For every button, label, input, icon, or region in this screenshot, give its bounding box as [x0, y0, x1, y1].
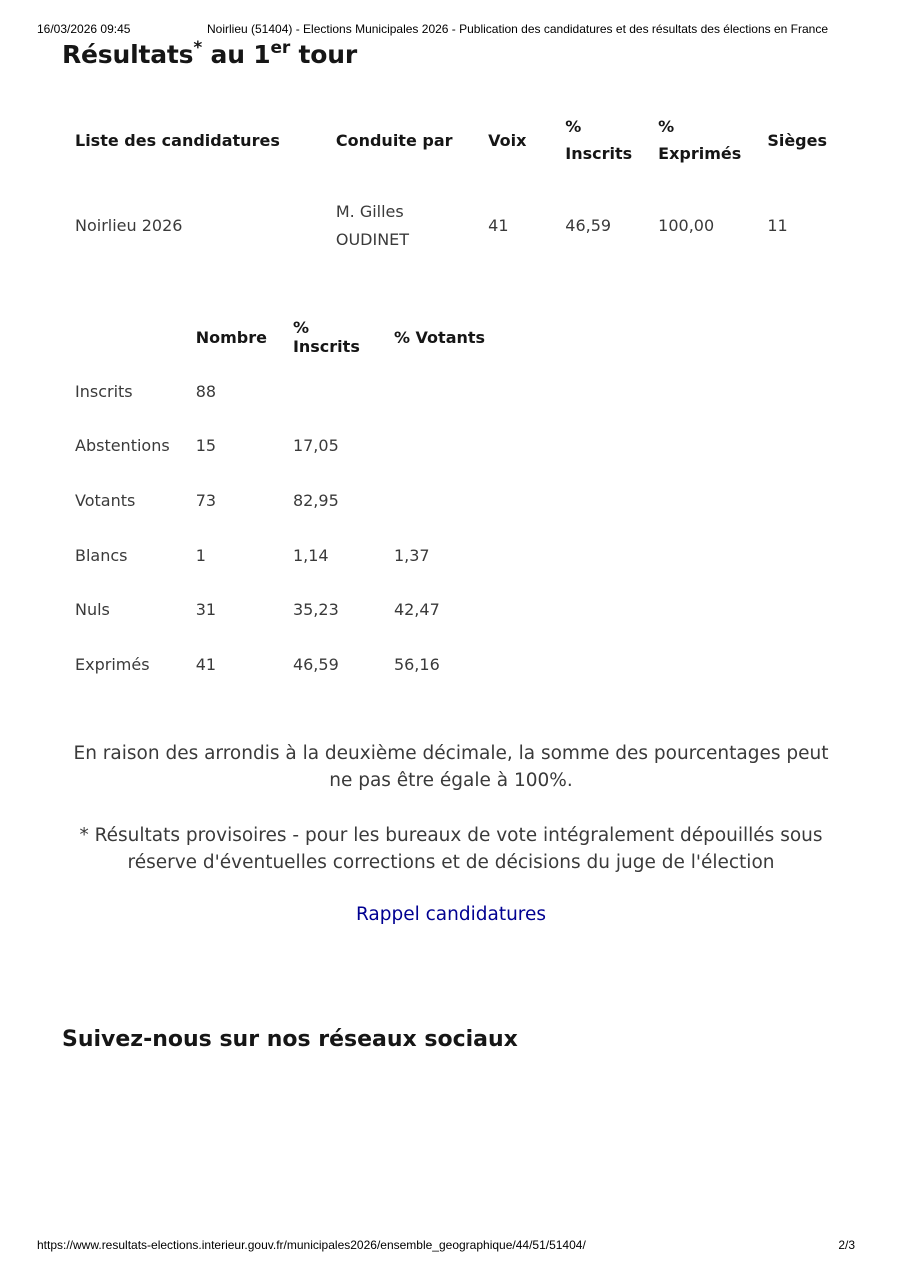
table-row: [62, 473, 498, 528]
title-ordinal: er: [270, 38, 291, 58]
social-section-title: Suivez-nous sur nos réseaux sociaux: [62, 1027, 518, 1052]
results-table: [62, 112, 840, 254]
cell-list: Noirlieu 2026: [75, 216, 183, 235]
provisional-results-note: * Résultats provisoires - pour les bureaux de vote intégralement dépouillés sous réserve d'éventuelles corrections et de décisions du juge de l'élection: [79, 825, 823, 873]
cell-pct-voters: 1,37: [393, 545, 430, 565]
title-tour-text: tour: [290, 40, 357, 69]
page-title: [62, 40, 357, 69]
cell-pct-expressed: 100,00: [658, 216, 715, 235]
cell-count: 88: [195, 381, 217, 401]
cell-votes: 41: [488, 216, 509, 235]
cell-count: 31: [195, 600, 217, 620]
table-row: [62, 528, 498, 583]
cell-pct-registered: 82,95: [292, 490, 339, 510]
print-header: [37, 22, 863, 38]
cell-label: Abstentions: [75, 436, 170, 456]
col-header-pct-registered: % Inscrits: [565, 117, 633, 163]
title-text: Résultats: [62, 40, 194, 69]
cell-label: Exprimés: [75, 654, 150, 674]
page-number: 2/3: [838, 1238, 855, 1252]
print-url: https://www.resultats-elections.interieur.gouv.fr/municipales2026/ensemble_geographique/44/51/51404/: [37, 1238, 586, 1252]
cell-pct-voters: 56,16: [393, 654, 440, 674]
col-header-pct-expressed: % Exprimés: [658, 117, 742, 163]
cell-label: Nuls: [75, 600, 110, 620]
col-header-votes: Voix: [488, 130, 527, 150]
print-footer: [37, 1238, 863, 1254]
cell-count: 73: [195, 490, 217, 510]
cell-led-by: M. Gilles OUDINET: [335, 202, 410, 249]
cell-pct-registered: 46,59: [292, 654, 339, 674]
cell-pct-voters: [381, 364, 498, 419]
cell-pct-voters: 42,47: [393, 600, 440, 620]
col-header-label: [62, 310, 183, 364]
col-header-led-by: Conduite par: [335, 130, 453, 150]
table-row: [62, 582, 498, 637]
cell-pct-voters: [381, 473, 498, 528]
cell-label: Inscrits: [75, 381, 133, 401]
print-datetime: 16/03/2026 09:45: [37, 22, 131, 36]
col-header-count: Nombre: [195, 327, 267, 347]
col-header-list: Liste des candidatures: [75, 130, 280, 150]
participation-table: [62, 310, 498, 692]
recall-candidacies-link[interactable]: Rappel candidatures: [355, 904, 547, 925]
results-header-row: [62, 112, 840, 168]
table-row: [62, 637, 498, 692]
col-header-pct-voters: % Votants: [393, 327, 486, 347]
col-header-pct-registered: % Inscrits: [292, 318, 360, 356]
cell-pct-registered: 35,23: [292, 600, 339, 620]
cell-count: 1: [195, 545, 206, 565]
cell-pct-registered: 17,05: [292, 436, 339, 456]
print-document-title: Noirlieu (51404) - Elections Municipales 2026 - Publication des candidatures et des résultats des élections en France: [207, 22, 829, 36]
cell-seats: 11: [767, 216, 788, 235]
cell-pct-registered: 1,14: [292, 545, 329, 565]
cell-pct-voters: [381, 419, 498, 474]
cell-count: 41: [195, 654, 217, 674]
rounding-note: En raison des arrondis à la deuxième décimale, la somme des pourcentages peut ne pas être égale à 100%.: [73, 743, 829, 791]
table-row: [62, 364, 498, 419]
title-round-text: au 1: [202, 40, 271, 69]
table-row: [62, 168, 840, 254]
stats-header-row: [62, 310, 498, 364]
table-row: [62, 419, 498, 474]
col-header-seats: Sièges: [767, 130, 827, 150]
cell-pct-registered: 46,59: [565, 216, 612, 235]
cell-pct-registered: [280, 364, 381, 419]
cell-count: 15: [195, 436, 217, 456]
cell-label: Votants: [75, 490, 136, 510]
title-asterisk: *: [193, 38, 203, 58]
cell-label: Blancs: [75, 545, 128, 565]
